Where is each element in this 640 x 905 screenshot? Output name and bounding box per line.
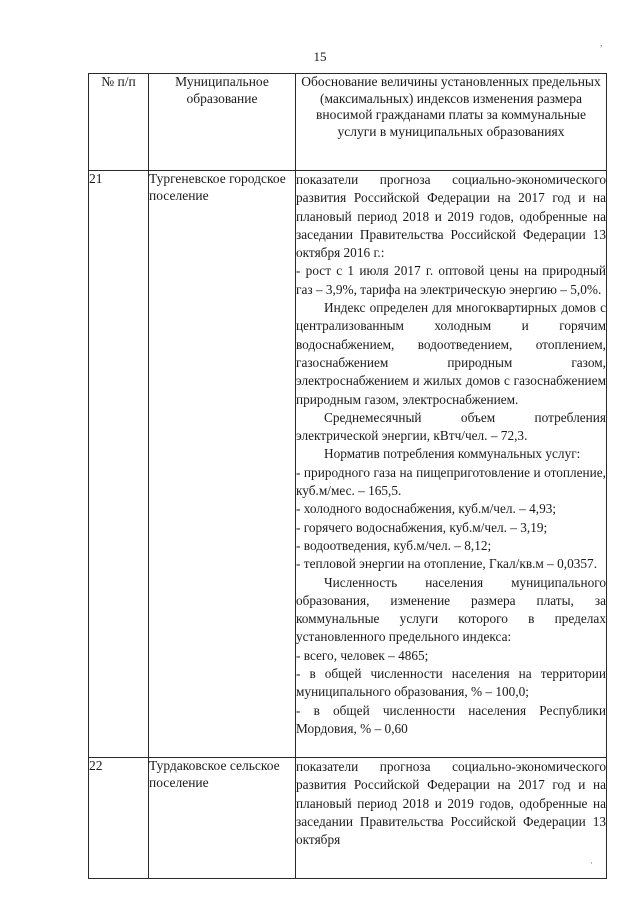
municipality-name: Турдаковское сельское поселение	[149, 758, 296, 879]
justification-cell	[296, 171, 607, 758]
paragraph: - горячего водоснабжения, куб.м/чел. – 3,19;	[296, 519, 548, 535]
table-header-row	[89, 74, 607, 171]
paragraph: показатели прогноза социально-экономического развития Российской Федерации на 2017 год и на плановый период 2018 и 2019 годов, одобренные на заседании Правительства Российской Федерации 13 октября 2016 г.:	[296, 172, 606, 261]
paragraph: Норматив потребления коммунальных услуг:	[324, 446, 581, 462]
scan-speck: ,	[600, 38, 603, 48]
justification-cell	[296, 758, 607, 879]
paragraph: - холодного водоснабжения, куб.м/чел. – 4,93;	[296, 501, 557, 517]
scan-speck: ·	[590, 858, 593, 868]
paragraph: - тепловой энергии на отопление, Гкал/кв.м – 0,0357.	[296, 556, 598, 572]
paragraph: Среднемесячный объем потребления электрической энергии, кВтч/чел. – 72,3.	[296, 409, 606, 444]
paragraph: показатели прогноза социально-экономического развития Российской Федерации на 2017 год и на плановый период 2018 и 2019 годов, одобренные на заседании Правительства Российской Федерации 13 октября	[296, 759, 606, 848]
page-number: 15	[313, 49, 327, 64]
paragraph: Численность населения муниципального образования, изменение размера платы, за коммунальные услуги которого в пределах установленного предельного индекса:	[296, 574, 606, 645]
municipality-name: Тургеневское городское поселение	[149, 171, 296, 758]
paragraph: - рост с 1 июля 2017 г. оптовой цены на природный газ – 3,9%, тарифа на электрическую энергию – 5,0%.	[296, 263, 606, 297]
header-num: № п/п	[89, 74, 149, 171]
paragraph: - в общей численности населения на территории муниципального образования, % – 100,0;	[296, 666, 606, 700]
header-municipality: Муниципальное образование	[149, 74, 296, 171]
table-row	[89, 171, 607, 758]
row-number: 22	[89, 758, 149, 879]
paragraph: - природного газа на пищеприготовление и отопление, куб.м/мес. – 165,5.	[296, 464, 606, 499]
paragraph: - всего, человек – 4865;	[296, 647, 429, 663]
row-number: 21	[89, 171, 149, 758]
header-justification: Обоснование величины установленных предельных (максимальных) индексов изменения размера вносимой гражданами платы за коммунальные услуги в муниципальных образованиях	[296, 74, 607, 171]
paragraph: Индекс определен для многоквартирных домов с централизованным холодным и горячим водоснабжением, водоотведением, отоплением, газоснабжением природным газом, электроснабжением и жилых домов с газоснабжением природным газом, электроснабжением.	[296, 300, 606, 407]
paragraph: - в общей численности населения Республики Мордовия, % – 0,60	[296, 702, 606, 736]
paragraph: - водоотведения, куб.м/чел. – 8,12;	[296, 537, 492, 553]
justification-table	[88, 73, 607, 879]
table-row	[89, 758, 607, 879]
